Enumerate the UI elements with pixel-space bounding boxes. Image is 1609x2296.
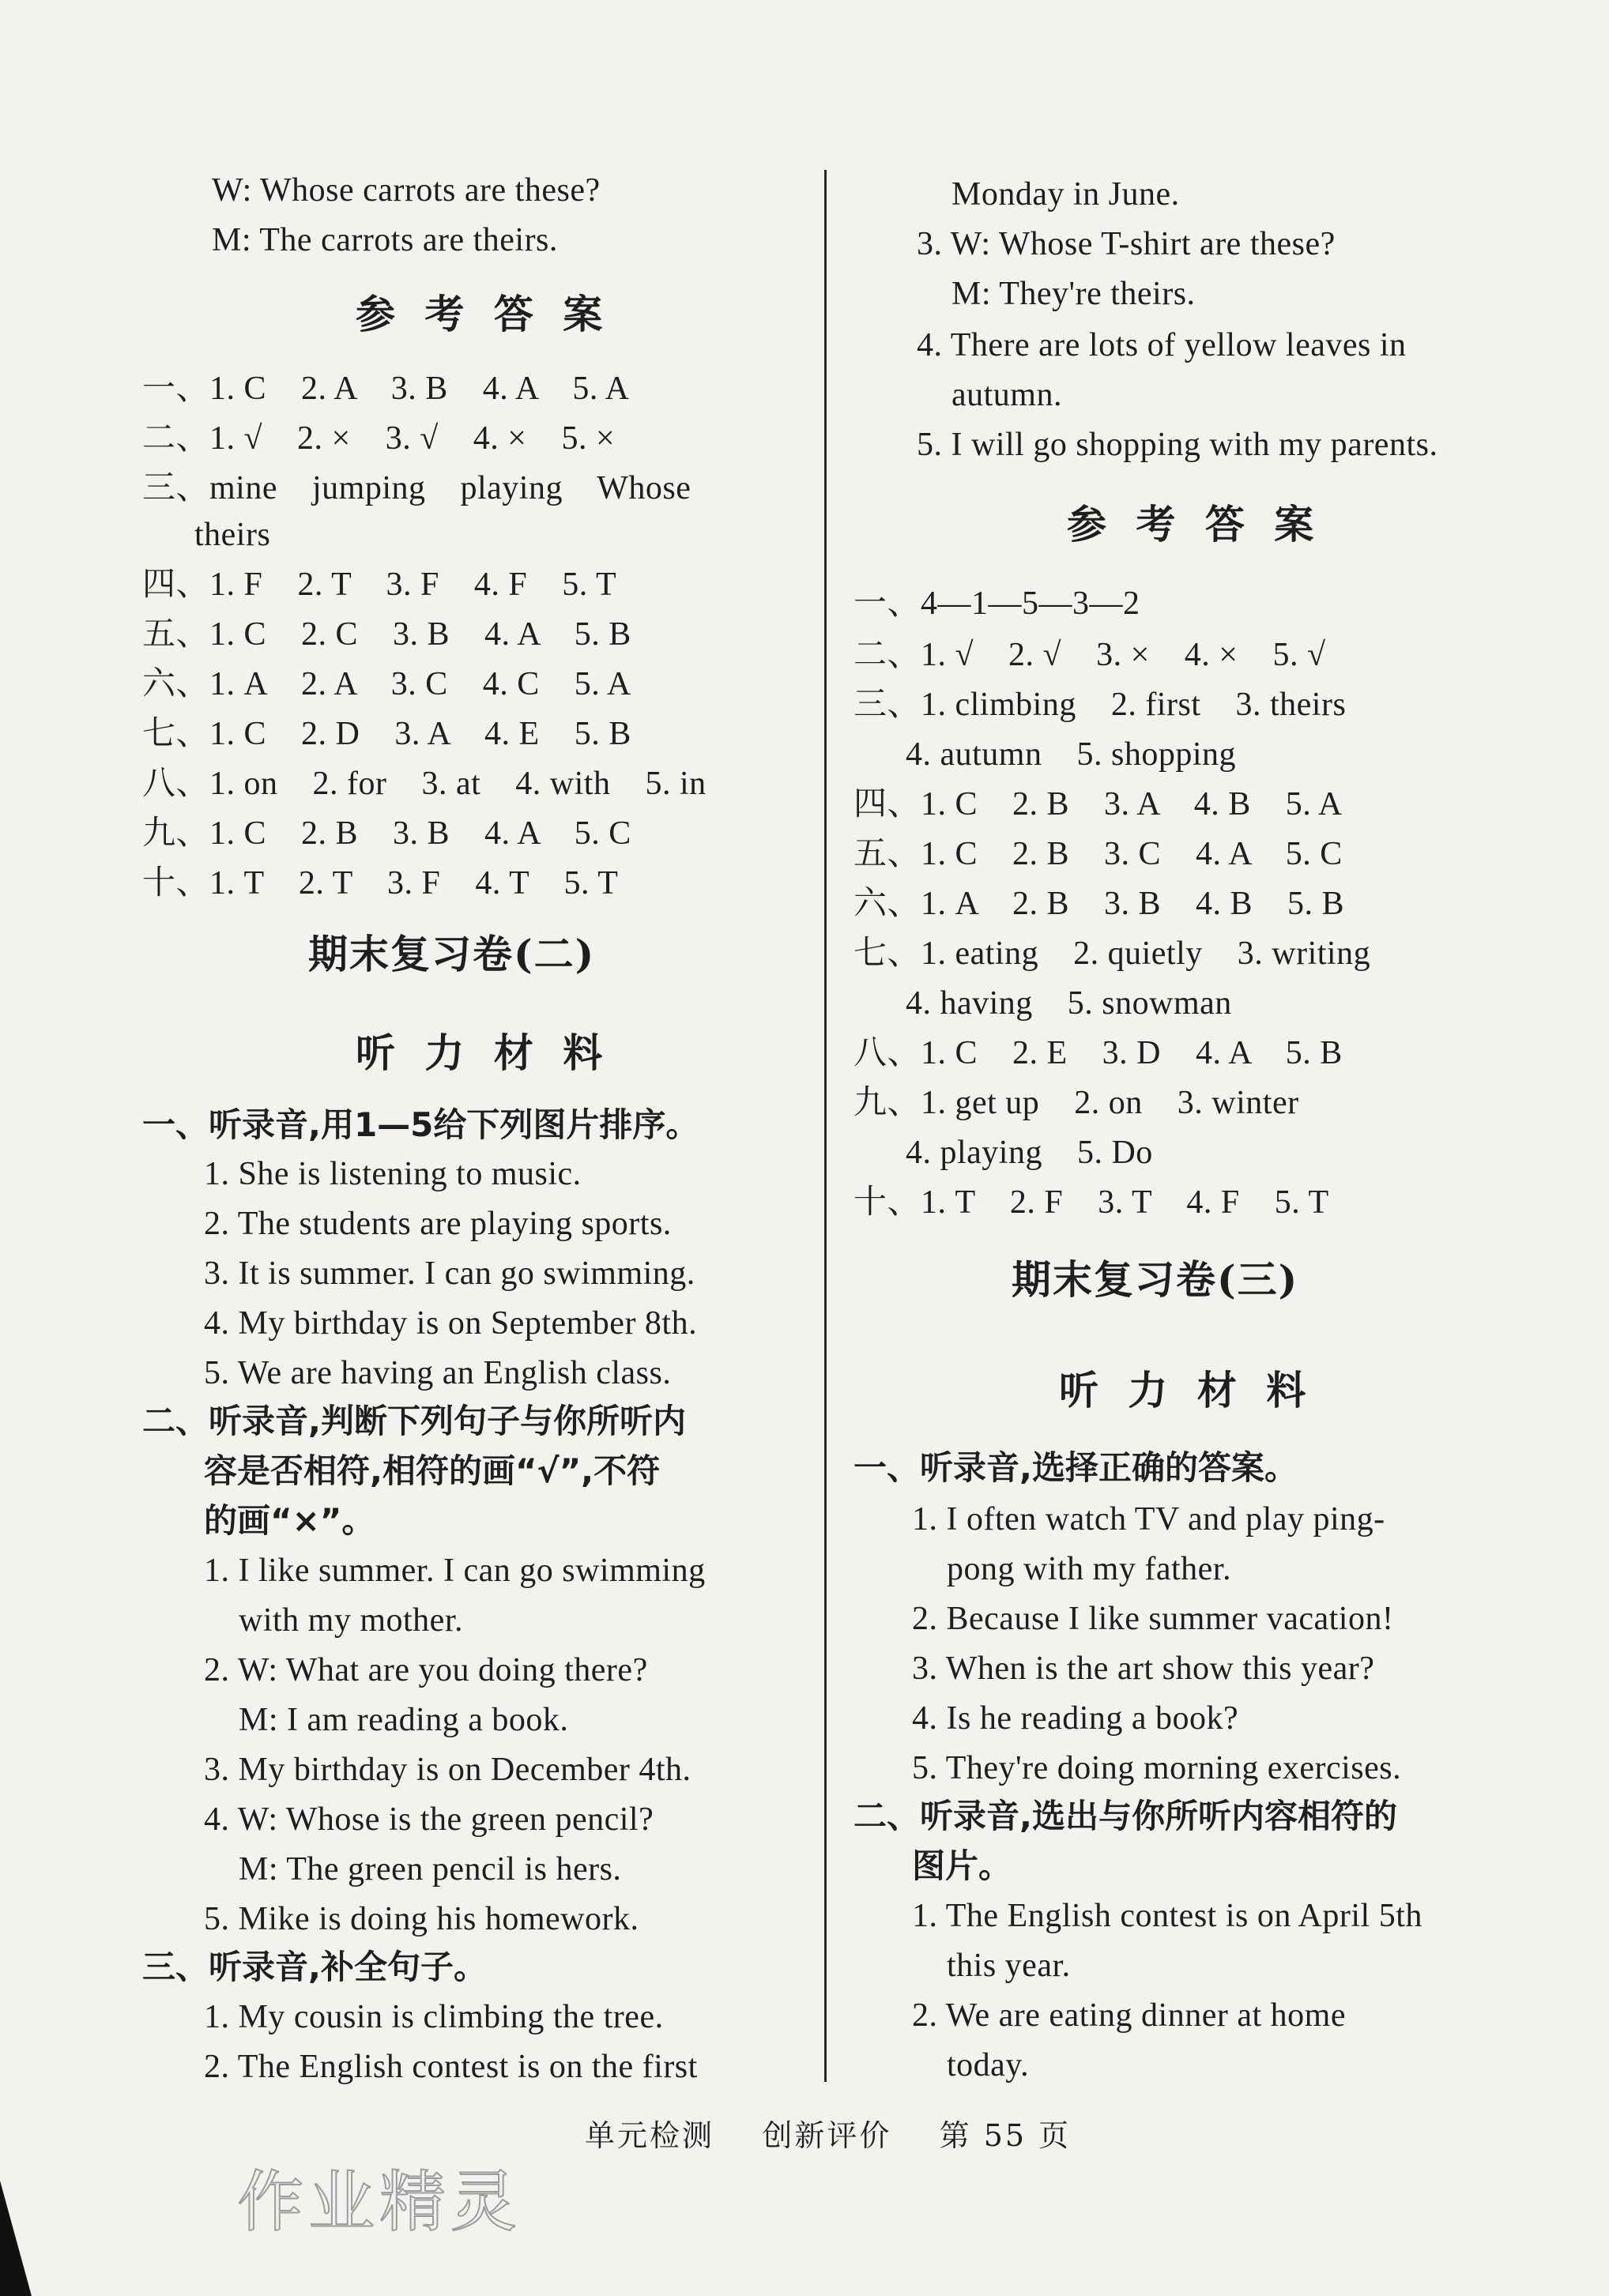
- answer-line: 十、1. T 2. F 3. T 4. F 5. T: [853, 1184, 1329, 1221]
- answer-line: 三、mine jumping playing Whose: [142, 470, 691, 506]
- listening-item: 2. Because I like summer vacation!: [912, 1601, 1394, 1637]
- listening-item: 1. I like summer. I can go swimming: [204, 1553, 706, 1589]
- section-title: 二、听录音,判断下列句子与你所听内: [142, 1402, 686, 1440]
- answer-line: 五、1. C 2. C 3. B 4. A 5. B: [142, 616, 631, 653]
- listening-heading: 听 力 材 料: [356, 1030, 611, 1076]
- answer-line: 六、1. A 2. B 3. B 4. B 5. B: [853, 886, 1345, 922]
- section-title: 图片。: [912, 1846, 1012, 1885]
- listening-item: 4. There are lots of yellow leaves in: [917, 327, 1407, 363]
- section-title: 二、听录音,选出与你所听内容相符的: [853, 1797, 1397, 1835]
- listening-item: 3. It is summer. I can go swimming.: [204, 1255, 695, 1292]
- answer-line: 九、1. get up 2. on 3. winter: [853, 1085, 1299, 1121]
- section-title: 一、听录音,用1—5给下列图片排序。: [142, 1105, 699, 1144]
- listening-item: M: They're theirs.: [917, 276, 1196, 312]
- answers-heading: 参 考 答 案: [356, 292, 611, 337]
- answer-line: 七、1. C 2. D 3. A 4. E 5. B: [142, 716, 631, 752]
- answer-line: 4. autumn 5. shopping: [853, 736, 1236, 773]
- column-divider: [824, 170, 827, 2082]
- answer-line: 四、1. F 2. T 3. F 4. F 5. T: [142, 566, 617, 603]
- watermark-logo: 作业精灵: [237, 2163, 522, 2241]
- dialogue-line: W: Whose carrots are these?: [212, 172, 601, 209]
- answers-heading: 参 考 答 案: [1067, 502, 1322, 548]
- listening-item: 3. When is the art show this year?: [912, 1650, 1375, 1687]
- page-footer: 单元检测 创新评价 第 55 页: [585, 2118, 1072, 2153]
- listening-item: 1. I often watch TV and play ping-: [912, 1501, 1385, 1538]
- listening-item: 5. Mike is doing his homework.: [204, 1901, 639, 1937]
- section-title: 一、听录音,选择正确的答案。: [853, 1448, 1298, 1487]
- answer-line: 九、1. C 2. B 3. B 4. A 5. C: [142, 815, 631, 852]
- listening-item: 2. The students are playing sports.: [204, 1206, 672, 1242]
- listening-item: with my mother.: [204, 1602, 463, 1639]
- listening-item: M: The green pencil is hers.: [204, 1851, 622, 1888]
- answer-line: 一、1. C 2. A 3. B 4. A 5. A: [142, 371, 630, 407]
- answer-line: 十、1. T 2. T 3. F 4. T 5. T: [142, 865, 619, 901]
- review-title: 期末复习卷(三): [1012, 1256, 1299, 1303]
- listening-item: 2. We are eating dinner at home: [912, 1997, 1346, 2034]
- listening-heading: 听 力 材 料: [1059, 1368, 1314, 1413]
- answer-line: 六、1. A 2. A 3. C 4. C 5. A: [142, 666, 631, 702]
- listening-item: today.: [912, 2047, 1030, 2083]
- listening-item: 2. W: What are you doing there?: [204, 1652, 648, 1688]
- listening-item: pong with my father.: [912, 1551, 1231, 1587]
- listening-item: 3. My birthday is on December 4th.: [204, 1752, 691, 1788]
- listening-item: 5. We are having an English class.: [204, 1355, 672, 1391]
- section-title: 的画“×”。: [204, 1501, 375, 1540]
- review-title: 期末复习卷(二): [308, 931, 596, 977]
- answer-line: 二、1. √ 2. √ 3. × 4. × 5. √: [853, 637, 1326, 673]
- answer-line: 八、1. on 2. for 3. at 4. with 5. in: [142, 766, 707, 802]
- listening-item: 1. The English contest is on April 5th: [912, 1898, 1422, 1934]
- listening-item: 4. W: Whose is the green pencil?: [204, 1801, 654, 1838]
- listening-item: 5. They're doing morning exercises.: [912, 1750, 1402, 1786]
- listening-item: this year.: [912, 1948, 1071, 1984]
- section-title: 容是否相符,相符的画“√”,不符: [204, 1451, 661, 1490]
- answer-line: 二、1. √ 2. × 3. √ 4. × 5. ×: [142, 420, 616, 457]
- answer-line: 三、1. climbing 2. first 3. theirs: [853, 687, 1347, 723]
- corner-shadow: [0, 2181, 32, 2296]
- answer-line: 一、4—1—5—3—2: [853, 585, 1140, 622]
- answer-line: 五、1. C 2. B 3. C 4. A 5. C: [853, 836, 1343, 872]
- listening-item: 1. My cousin is climbing the tree.: [204, 1999, 664, 2035]
- answer-line: 4. having 5. snowman: [853, 985, 1232, 1022]
- listening-item: 4. Is he reading a book?: [912, 1700, 1239, 1737]
- answer-line: 八、1. C 2. E 3. D 4. A 5. B: [853, 1035, 1343, 1071]
- listening-item: autumn.: [917, 377, 1062, 413]
- listening-item: Monday in June.: [917, 176, 1180, 213]
- listening-item: 1. She is listening to music.: [204, 1156, 582, 1192]
- listening-item: 4. My birthday is on September 8th.: [204, 1305, 698, 1342]
- answer-line: theirs: [142, 517, 271, 553]
- listening-item: 2. The English contest is on the first: [204, 2049, 698, 2085]
- listening-item: M: I am reading a book.: [204, 1702, 569, 1738]
- answer-line: 四、1. C 2. B 3. A 4. B 5. A: [853, 786, 1343, 822]
- section-title: 三、听录音,补全句子。: [142, 1948, 487, 1986]
- answer-line: 七、1. eating 2. quietly 3. writing: [853, 935, 1371, 972]
- dialogue-line: M: The carrots are theirs.: [212, 222, 558, 258]
- listening-item: 3. W: Whose T-shirt are these?: [917, 226, 1336, 262]
- listening-item: 5. I will go shopping with my parents.: [917, 427, 1438, 463]
- answer-line: 4. playing 5. Do: [853, 1135, 1153, 1171]
